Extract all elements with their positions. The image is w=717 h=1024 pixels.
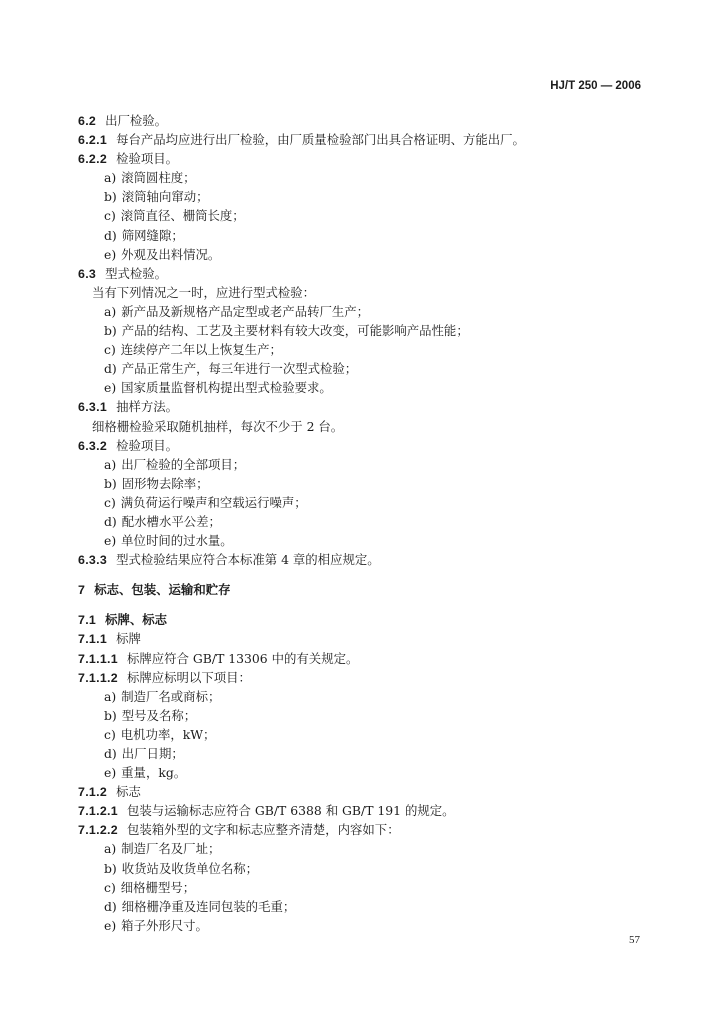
paragraph	[78, 417, 658, 436]
item-text: 重量，kg。	[121, 765, 187, 781]
clause-heading	[78, 436, 658, 455]
item-label: c)	[104, 342, 116, 358]
clause-heading	[78, 130, 658, 149]
clause-heading	[78, 649, 658, 668]
chapter-number: 7	[78, 583, 86, 598]
list-item	[78, 706, 658, 725]
chapter-heading	[78, 580, 658, 599]
chapter-title: 标志、包装、运输和贮存	[94, 582, 231, 598]
item-text: 单位时间的过水量。	[121, 533, 233, 549]
item-text: 产品的结构、工艺及主要材料有较大改变，可能影响产品性能；	[121, 323, 469, 339]
item-label: d)	[104, 513, 117, 529]
item-label: e)	[104, 765, 117, 781]
item-text: 滚筒直径、栅筒长度；	[120, 208, 245, 224]
list-item	[78, 321, 658, 340]
list-item	[78, 168, 658, 187]
list-item	[78, 744, 658, 763]
item-label: a)	[104, 688, 117, 704]
item-label: b)	[104, 860, 117, 876]
item-label: a)	[104, 841, 117, 857]
clause-text: 标牌应符合 GB/T 13306 中的有关规定。	[127, 650, 359, 666]
list-item	[78, 763, 658, 782]
item-label: d)	[104, 746, 117, 761]
item-text: 筛网缝隙；	[121, 227, 184, 243]
clause-text: 每台产品均应进行出厂检验，由厂质量检验部门出具合格证明、方能出厂。	[116, 132, 525, 148]
item-text: 电机功率，kW；	[120, 726, 216, 742]
list-item	[78, 493, 658, 512]
item-text: 细格栅净重及连同包装的毛重；	[121, 898, 296, 914]
item-text: 出厂日期；	[121, 746, 184, 761]
item-label: b)	[104, 323, 117, 339]
clause-number: 6.3.1	[78, 400, 108, 415]
list-item	[78, 687, 658, 706]
clause-number: 6.2.2	[78, 152, 108, 167]
item-text: 连续停产二年以上恢复生产；	[120, 342, 282, 358]
list-item	[78, 455, 658, 474]
item-label: a)	[104, 456, 117, 472]
clause-number: 6.2	[78, 114, 97, 128]
list-item	[78, 839, 658, 858]
list-item	[78, 359, 658, 378]
item-text: 制造厂名或商标；	[121, 688, 221, 704]
clause-text: 标志	[116, 784, 141, 800]
section-title: 标牌、标志	[105, 612, 168, 628]
standard-code-header: HJ/T 250 — 2006	[550, 80, 641, 92]
clause-number: 6.3	[78, 266, 97, 281]
list-item	[78, 302, 658, 321]
clause-heading	[78, 397, 658, 416]
item-label: b)	[104, 475, 117, 491]
clause-text: 出厂检验。	[105, 113, 168, 128]
item-text: 外观及出料情况。	[121, 246, 221, 262]
document-body	[78, 111, 658, 935]
list-item	[78, 340, 658, 359]
clause-number: 7.1.2	[78, 785, 108, 800]
clause-heading	[78, 111, 658, 130]
clause-text: 包装箱外型的文字和标志应整齐清楚，内容如下：	[127, 822, 400, 838]
clause-number: 7.1.1.1	[78, 651, 118, 666]
item-label: c)	[104, 208, 116, 224]
item-text: 箱子外形尺寸。	[121, 917, 208, 933]
clause-text: 检验项目。	[116, 151, 179, 167]
item-label: c)	[104, 726, 116, 742]
list-item	[78, 897, 658, 916]
item-label: d)	[104, 361, 117, 377]
clause-text: 标牌	[116, 631, 141, 647]
clause-number: 7.1.1	[78, 632, 108, 647]
item-text: 滚筒轴向窜动；	[121, 189, 209, 205]
item-label: e)	[104, 533, 117, 549]
clause-text: 抽样方法。	[116, 399, 179, 415]
list-item	[78, 531, 658, 550]
clause-text: 检验项目。	[116, 437, 179, 453]
item-text: 细格栅型号；	[120, 879, 196, 895]
item-text: 满负荷运行噪声和空载运行噪声；	[120, 494, 307, 510]
clause-text: 型式检验。	[105, 265, 168, 281]
clause-number: 6.3.3	[78, 553, 108, 568]
item-label: e)	[104, 917, 117, 933]
item-label: b)	[104, 707, 117, 723]
item-text: 国家质量监督机构提出型式检验要求。	[121, 380, 332, 396]
clause-text: 包装与运输标志应符合 GB/T 6388 和 GB/T 191 的规定。	[127, 803, 455, 819]
clause-number: 7.1.2.1	[78, 804, 118, 819]
list-item	[78, 226, 658, 245]
item-text: 制造厂名及厂址；	[121, 841, 221, 857]
item-label: a)	[104, 170, 117, 186]
item-text: 型号及名称；	[121, 707, 197, 723]
item-label: c)	[104, 494, 116, 510]
paragraph-text: 细格栅检验采取随机抽样，每次不少于 2 台。	[92, 418, 344, 434]
list-item	[78, 512, 658, 531]
list-item	[78, 916, 658, 935]
section-heading	[78, 610, 658, 629]
list-item	[78, 474, 658, 493]
clause-text: 型式检验结果应符合本标准第 4 章的相应规定。	[116, 552, 380, 568]
item-label: c)	[104, 879, 116, 895]
list-item	[78, 878, 658, 897]
clause-heading	[78, 801, 658, 820]
clause-heading	[78, 820, 658, 839]
list-item	[78, 859, 658, 878]
item-text: 配水槽水平公差；	[121, 513, 221, 529]
item-text: 滚筒圆柱度；	[121, 170, 196, 186]
list-item	[78, 378, 658, 397]
item-text: 收货站及收货单位名称；	[121, 860, 259, 876]
paragraph	[78, 283, 658, 302]
clause-number: 7.1.1.2	[78, 670, 118, 685]
clause-text: 标牌应标明以下项目：	[127, 669, 251, 685]
clause-number: 6.3.2	[78, 438, 108, 453]
item-label: d)	[104, 898, 117, 914]
list-item	[78, 245, 658, 264]
clause-number: 7.1.2.2	[78, 823, 118, 838]
item-label: b)	[104, 189, 117, 205]
item-label: a)	[104, 303, 117, 319]
item-text: 产品正常生产，每三年进行一次型式检验；	[121, 361, 358, 377]
clause-number: 6.2.1	[78, 133, 108, 148]
page-number: 57	[629, 934, 640, 946]
item-text: 出厂检验的全部项目；	[121, 456, 246, 472]
item-text: 固形物去除率；	[121, 475, 209, 491]
clause-heading	[78, 149, 658, 168]
clause-heading	[78, 629, 658, 648]
clause-heading	[78, 782, 658, 801]
item-label: e)	[104, 380, 117, 396]
paragraph-text: 当有下列情况之一时，应进行型式检验：	[92, 284, 316, 300]
clause-number: 7.1	[78, 613, 97, 628]
item-label: e)	[104, 246, 117, 262]
clause-heading	[78, 550, 658, 569]
list-item	[78, 187, 658, 206]
list-item	[78, 206, 658, 225]
list-item	[78, 725, 658, 744]
item-text: 新产品及新规格产品定型或老产品转厂生产；	[121, 303, 370, 319]
item-label: d)	[104, 227, 117, 243]
clause-heading	[78, 668, 658, 687]
clause-heading	[78, 264, 658, 283]
